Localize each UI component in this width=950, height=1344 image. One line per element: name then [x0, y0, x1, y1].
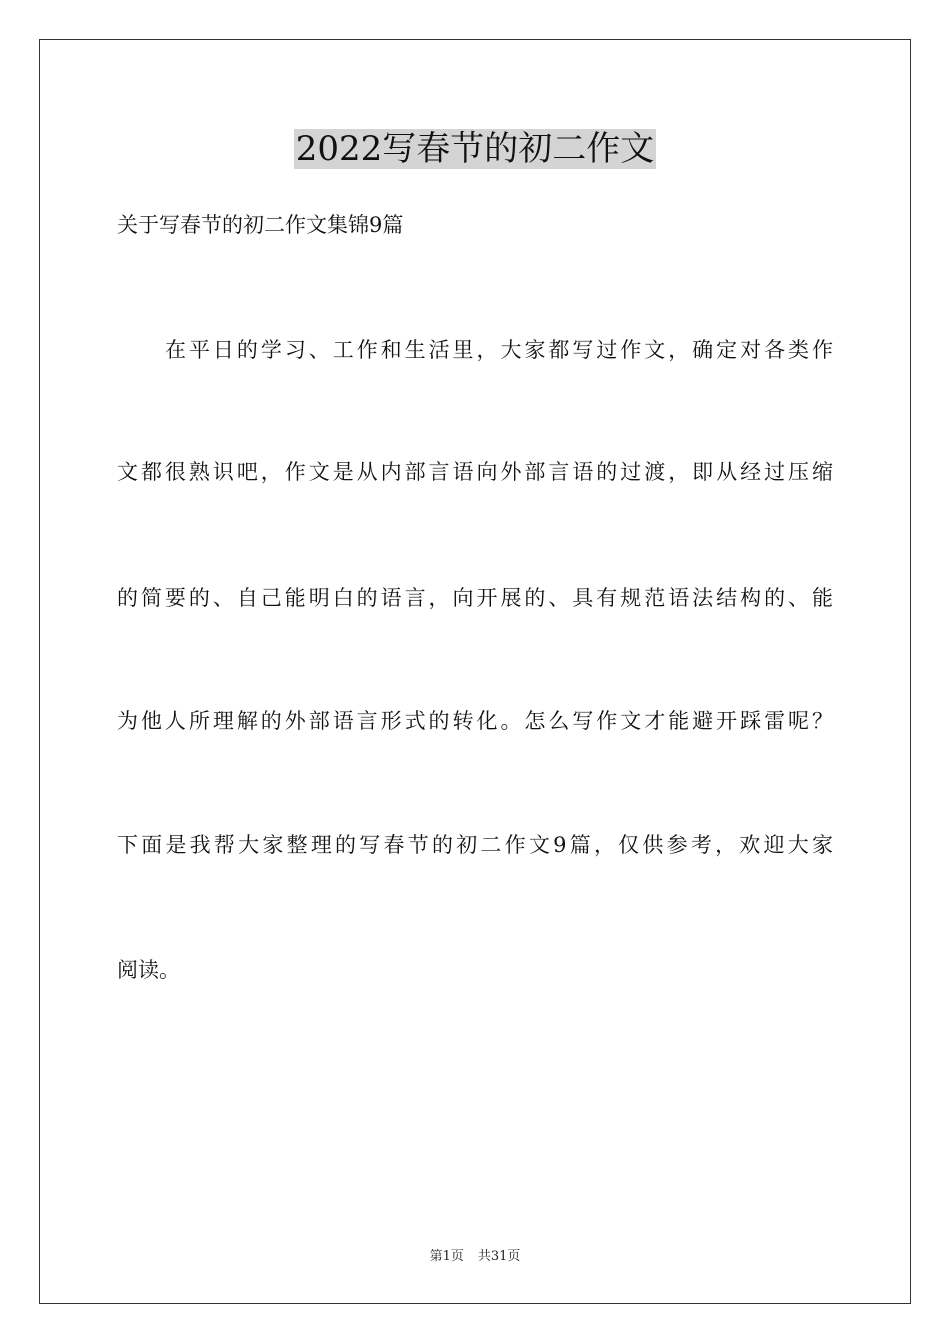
document-title: [0, 128, 950, 170]
page-footer: [0, 1248, 950, 1266]
document-subtitle: 关于写春节的初二作文集锦9篇: [117, 213, 404, 237]
body-line: 阅读。: [117, 958, 180, 982]
body-line: 在平日的学习、工作和生活里，大家都写过作文，确定对各类作: [165, 338, 833, 362]
body-line: 的简要的、自己能明白的语言，向开展的、具有规范语法结构的、能: [117, 586, 833, 610]
page-number: 第1页: [429, 1249, 464, 1264]
document-title-text: 2022写春节的初二作文: [295, 129, 655, 169]
body-line: 为他人所理解的外部语言形式的转化。怎么写作文才能避开踩雷呢？: [117, 709, 833, 733]
body-line: 文都很熟识吧，作文是从内部言语向外部言语的过渡，即从经过压缩: [117, 460, 833, 484]
body-line: 下面是我帮大家整理的写春节的初二作文9篇，仅供参考，欢迎大家: [117, 833, 833, 857]
page-total: 共31页: [477, 1249, 521, 1264]
